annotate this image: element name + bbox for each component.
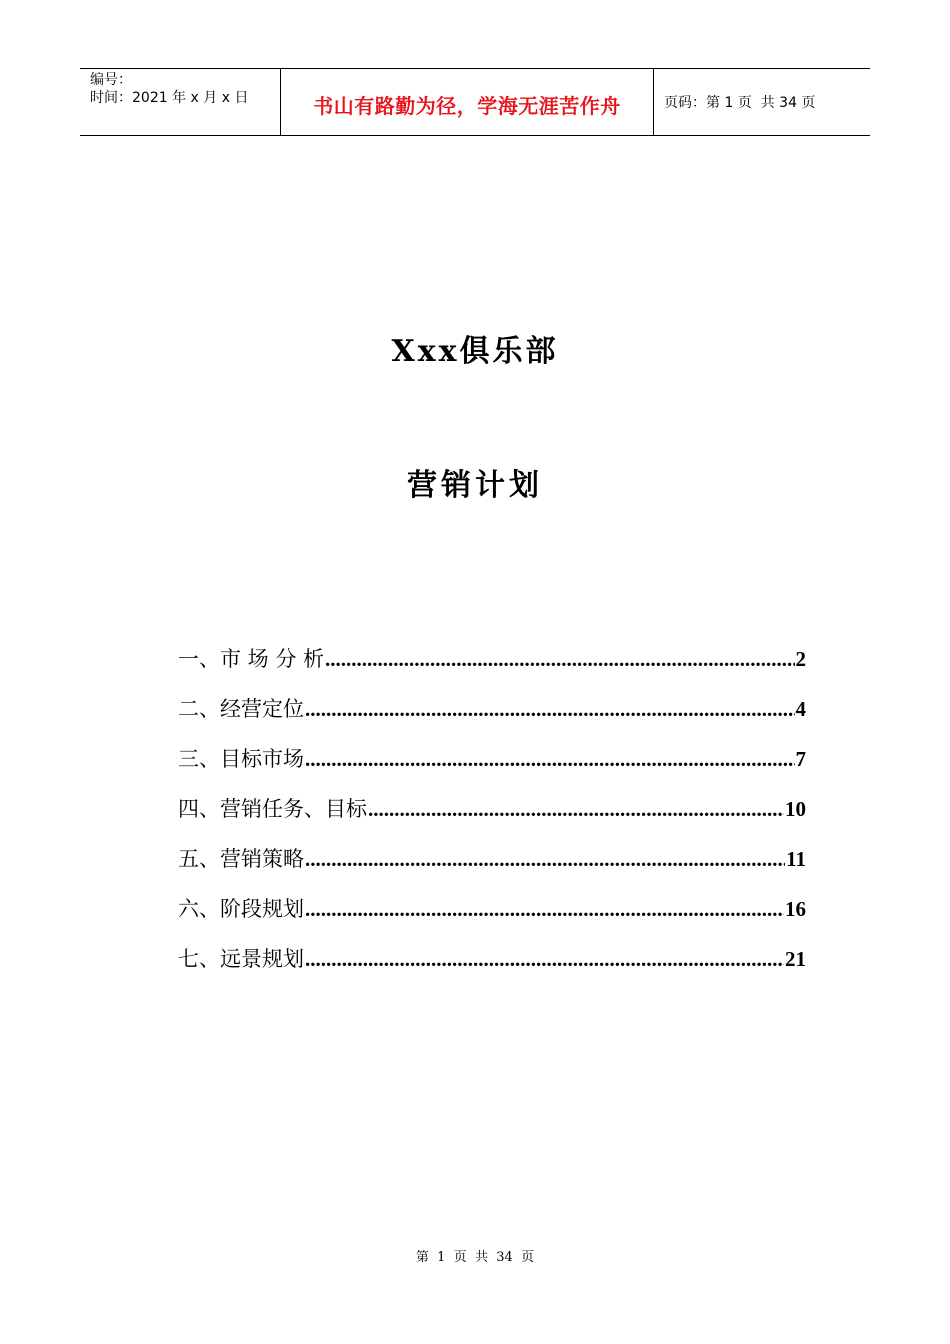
toc-entry-label: 四、营销任务、目标 — [178, 797, 367, 821]
toc-leader-dots — [305, 847, 785, 872]
toc-leader-dots — [305, 947, 784, 972]
header-page-label: 页码：第 1 页 共 34 页 — [664, 95, 816, 111]
toc-entry-page: 2 — [795, 647, 806, 671]
toc-entry-label: 一、市 场 分 析 — [178, 647, 325, 671]
toc-entry-target-market[interactable] — [178, 743, 806, 793]
toc-leader-dots — [305, 747, 795, 772]
header-motto: 书山有路勤为径，学海无涯苦作舟 — [313, 93, 621, 118]
toc-entry-marketing-strategy[interactable] — [178, 843, 806, 893]
toc-entry-label: 六、阶段规划 — [178, 897, 304, 921]
toc-entry-page: 21 — [785, 947, 806, 971]
header-page-cell — [654, 69, 870, 135]
document-number-label: 编号： — [90, 72, 132, 88]
page-header — [80, 68, 870, 136]
toc-entry-label: 二、经营定位 — [178, 697, 304, 721]
toc-entry-label: 七、远景规划 — [178, 947, 304, 971]
toc-entry-phase-planning[interactable] — [178, 893, 806, 943]
toc-leader-dots — [368, 797, 784, 822]
club-title: Xxx俱乐部 — [391, 334, 559, 369]
toc-entry-positioning[interactable] — [178, 693, 806, 743]
toc-entry-page: 7 — [795, 747, 806, 771]
page-footer: 第 1 页 共 34 页 — [415, 1250, 535, 1265]
toc-entry-market-analysis[interactable] — [178, 643, 806, 693]
toc-entry-label: 三、目标市场 — [178, 747, 304, 771]
toc-entry-page: 4 — [795, 697, 806, 721]
plan-title: 营销计划 — [407, 468, 543, 503]
toc-entry-label: 五、营销策略 — [178, 847, 304, 871]
header-meta-cell — [80, 69, 281, 135]
toc-entry-page: 16 — [785, 897, 806, 921]
table-of-contents — [178, 643, 806, 993]
toc-leader-dots — [305, 697, 795, 722]
document-date-label: 时间：2021 年 x 月 x 日 — [90, 90, 249, 106]
toc-leader-dots — [305, 897, 784, 922]
toc-entry-page: 10 — [785, 797, 806, 821]
toc-entry-marketing-goals[interactable] — [178, 793, 806, 843]
toc-entry-page: 11 — [786, 847, 806, 871]
toc-entry-vision-planning[interactable] — [178, 943, 806, 993]
toc-leader-dots — [325, 647, 794, 672]
header-motto-cell — [281, 69, 654, 135]
